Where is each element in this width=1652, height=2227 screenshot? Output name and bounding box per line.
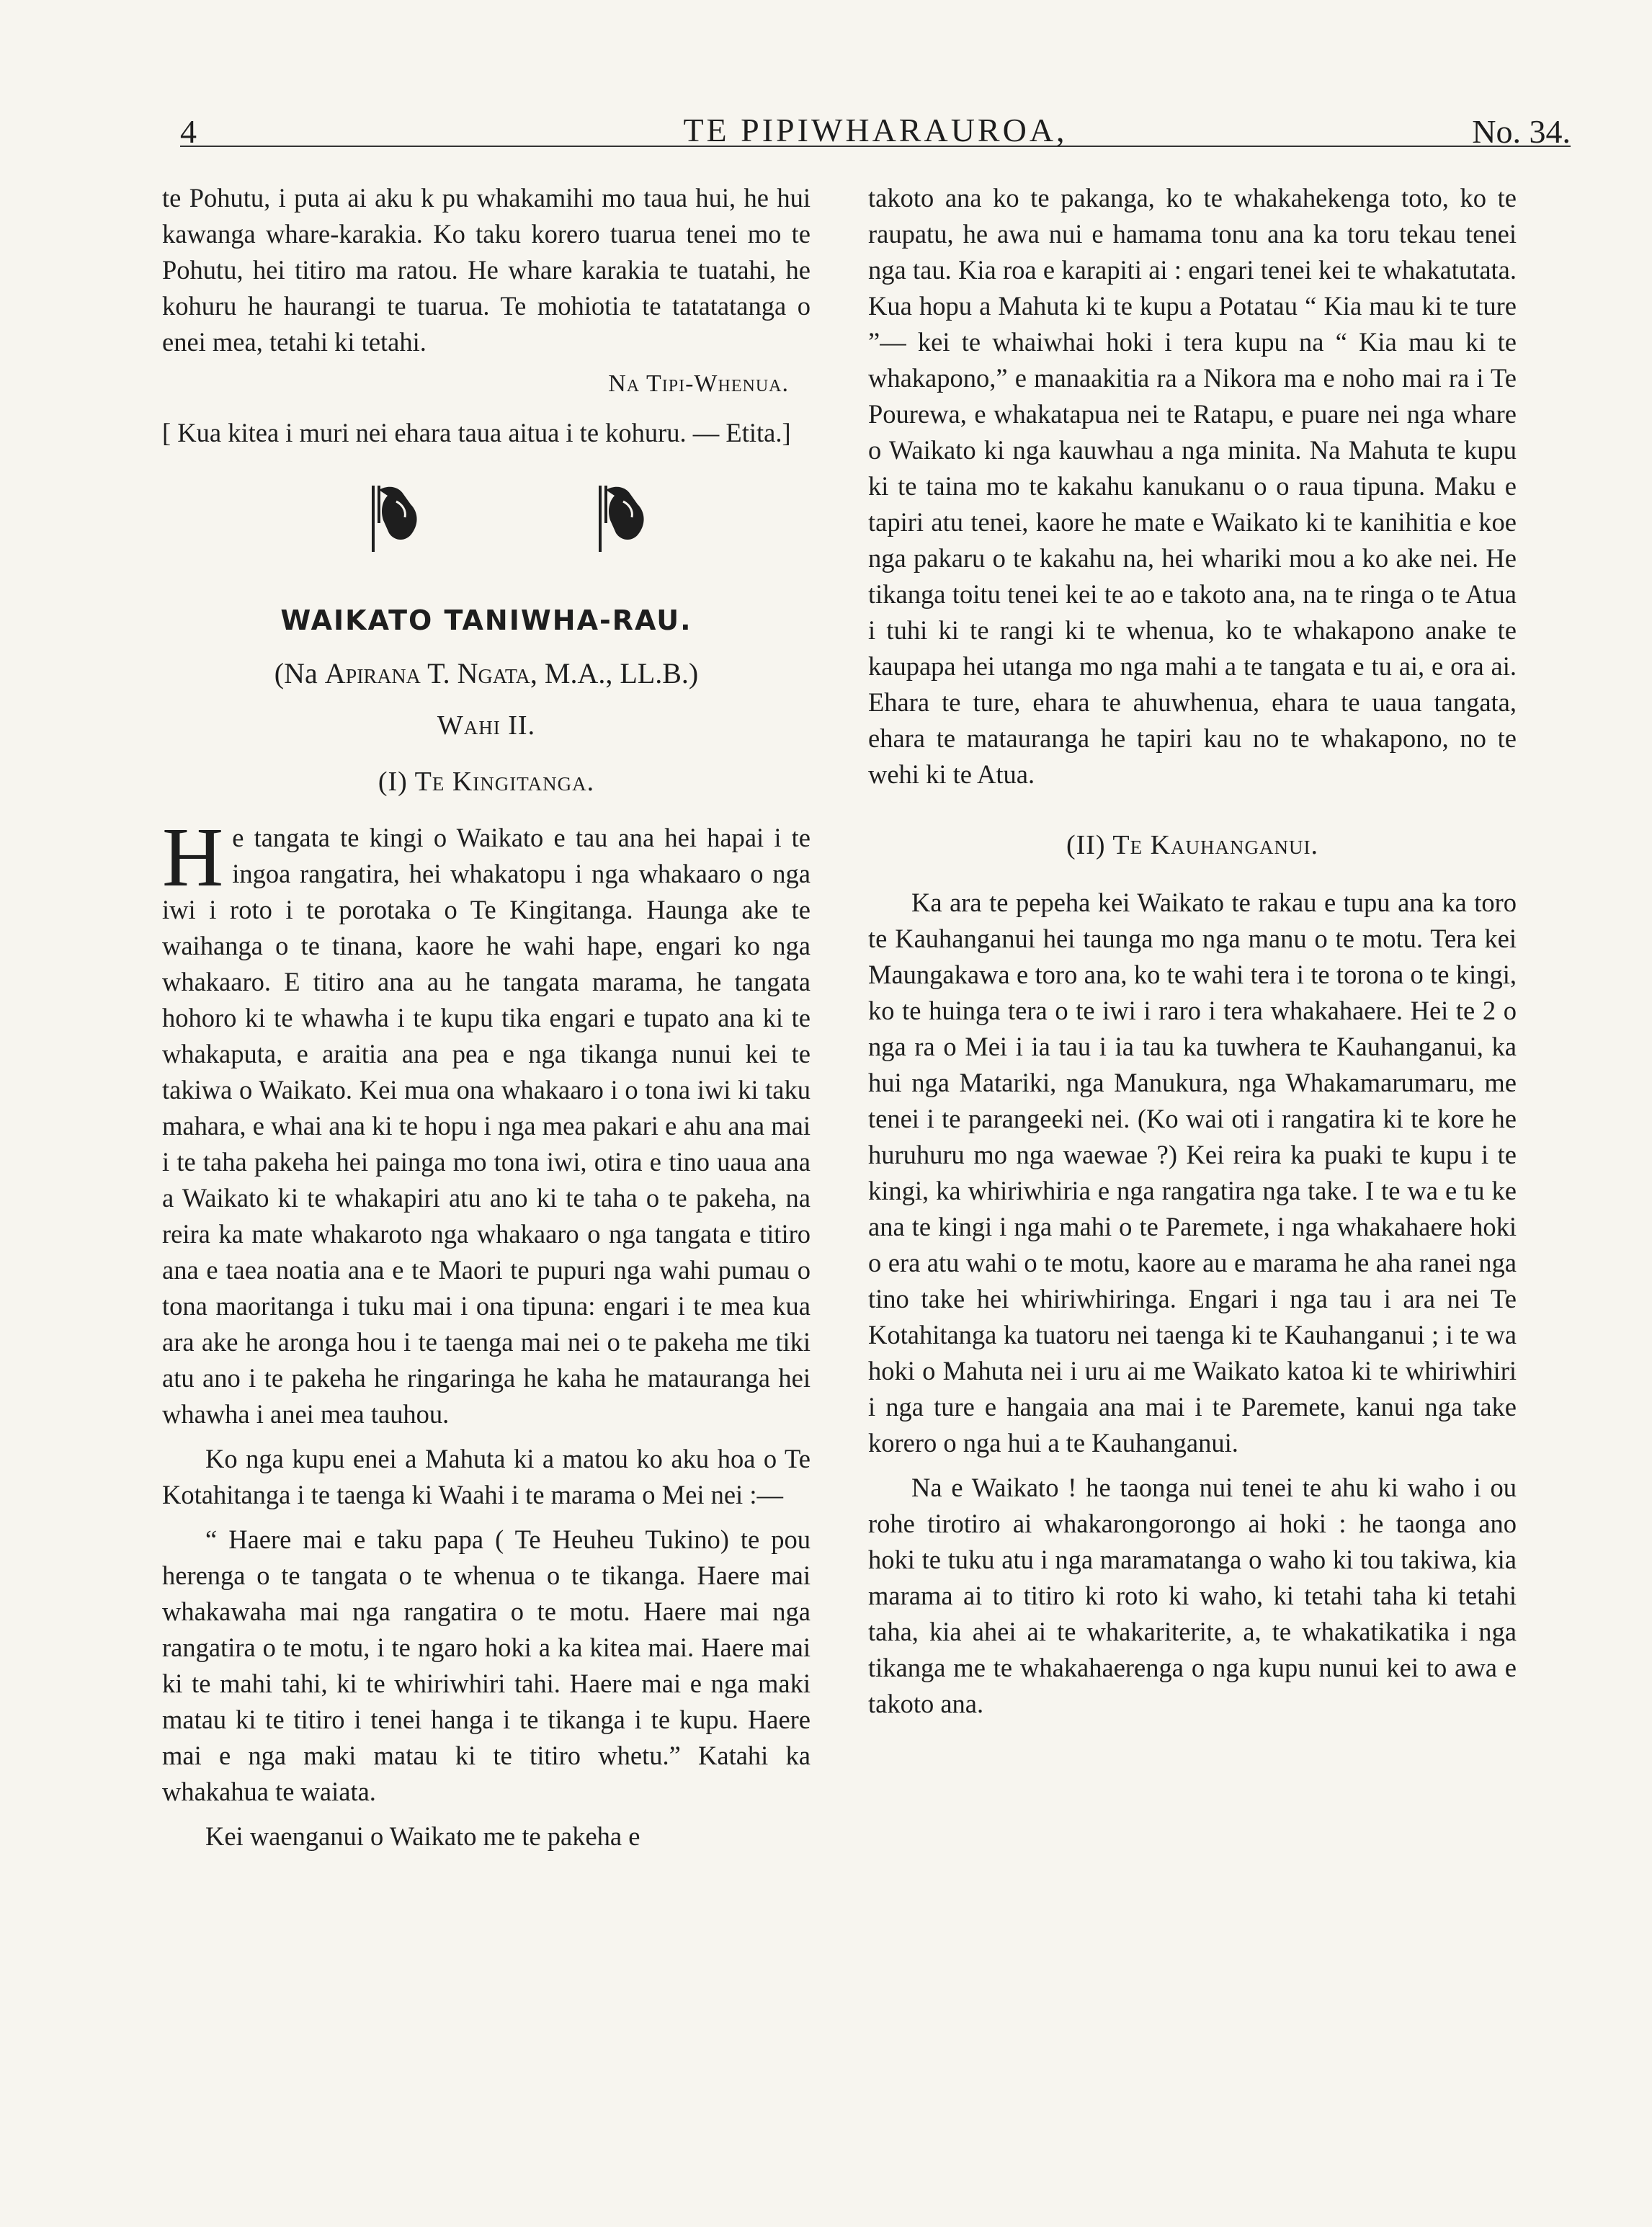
paragraph: Ka ara te pepeha kei Waikato te rakau e tupu ana ka toro te Kauhanganui hei taunga mo nga manu o te motu. Tera kei Maungakawa e toro ana, ko te wahi tera i te torona o te kingi, ko te huinga tera o te iwi i raro i tera whakahaere. Hei te 2 o nga ra o Mei i ia tau i ia tau ka tuwhera te Kauhanganui, ka hui nga Matariki, nga Manukura, nga Whakamarumaru, me tenei i te parangeeki nei. (Ko wai oti i rangatira ki te kore he huruhuru mo nga waewae ?) Kei reira ka puaki te kupu i te kingi, ka whiriwhiria e nga rangatira nga take. I te wa e tu ke ana te kingi i nga mahi o te Paremete, i nga whakahaere hoki o era atu wahi o te motu, kaore au e marama he aha ranei nga tino take hei whiriwhiringa. Engari i nga tau i ara nei Te Kotahitanga ka tuatoru nei taenga ki te Kauhanganui ; i te wa hoki o Mahuta nei i uru ai me Waikato katoa ki te whiriwhiri i nga ture e hangaia ana mai i te Paremete, kanui nga take korero o nga hui a te Kauhanganui. xyxy=(868,888,1517,1458)
paragraph: te Pohutu, i puta ai aku k pu whakamihi mo taua hui, he hui kawanga whare-karakia. Ko taku korero tuarua tenei mo te Pohutu, hei titiro ma ratou. He whare karakia te tuatahi, he kohuru he haurangi te tuarua. Te mohiotia te tatatatanga o enei mea, tetahi ki tetahi. xyxy=(162,183,811,357)
pointing-hand-icon xyxy=(367,480,425,559)
ornament-row xyxy=(162,480,811,574)
issue-number: No. 34. xyxy=(1472,113,1571,150)
publication-title: TE PIPIWHARAUROA, xyxy=(683,112,1068,148)
byline xyxy=(162,656,811,692)
editor-note: [ Kua kitea i muri nei ehara taua aitua i te kohuru. — Etita.] xyxy=(162,418,791,447)
right-column xyxy=(868,180,1517,1722)
byline-author: Apirana T. Ngata xyxy=(324,657,530,689)
paragraph: Kei waenganui o Waikato me te pakeha e xyxy=(205,1821,640,1851)
paragraph: takoto ana ko te pakanga, ko te whakahekenga toto, ko te raupatu, he awa nui e hamama tonu ana ka toru tekau tenei nga tau. Kia roa e karapiti ai : engari tenei kei te whakatutata. Kua hopu a Mahuta ki te kupu a Potatau “ Kia mau ki te ture ”— kei te whaiwhai hoki i tera kupu na “ Kia mau ki te whakapono,” e manaakitia ra a Nikora ma e noho mai ra i Te Pourewa, e whakatapua nei te Ratapu, e puare nei nga whare o Waikato ki nga kauwhau a nga minita. Na Mahuta te kupu ki te taina mo te kakahu kanukanu o o raua tipuna. Maku e tapiri atu tenei, kaore he mate e Waikato ki te kanihitia e koe nga pakaru o te kakahu na, hei whariki mou a ko ake nei. He tikanga toitu tenei kei te ao e takoto ana, na te ringa o te Atua i tuhi ki te rangi ki te whenua, ko te whakapono anake te kaupapa hei utanga mo nga mahi a te tangata e tu ai, e ora ai. Ehara te ture, ehara te ahuwhenua, ehara te uaua tangata, ehara te matauranga he tapiri kau no te whakapono, no te wehi ki te Atua. xyxy=(868,183,1517,789)
pointing-hand-icon xyxy=(594,480,652,559)
page-header xyxy=(180,108,1571,159)
paragraph: He tangata te kingi o Waikato e tau ana hei hapai i te ingoa rangatira, hei whakatopu i nga whakaaro o nga iwi i roto i te porotaka o Te Kingitanga. Haunga ake te waihanga o te tinana, kaore he wahi hape, engari ko nga whakaaro. E titiro ana au he tangata marama, he tangata hohoro ki te whawha i te kupu tika engari e tupato ana ki te whakaputa, e araitia ana pea e nga tikanga nunui kei te takiwa o Waikato. Kei mua ona whakaaro i o tona iwi ki taku mahara, e whai ana ki te hopu i nga mea pakari e ahu ana mai i te taha pakeha hei painga mo tona iwi, otira e tino uaua ana a Waikato ki te whakapiri atu ano ki te taha o te pakeha, na reira ka mate whakaroto nga whakaaro o nga tangata e titiro ana e taea noatia ana e te Maori te pupuri nga wahi pumau o tona maoritanga i tuku mai i ona tipuna: engari i te mea kua ara ake he aronga hou i te taenga mai nei o te pakeha me tiki atu ano i te pakeha he ringaringa he kaha he matauranga hei whawha i anei mea tauhou. xyxy=(162,810,811,1429)
signature: Na Tipi-Whenua. xyxy=(608,370,789,397)
header-rule xyxy=(180,146,1571,147)
paragraph: Ko nga kupu enei a Mahuta ki a matou ko aku hoa o Te Kotahitanga i te taenga ki Waahi i te marama o Mei nei :— xyxy=(162,1444,811,1509)
left-column xyxy=(162,180,811,1855)
byline-degrees: , M.A., LL.B.) xyxy=(530,657,699,689)
byline-open: (Na xyxy=(274,657,325,689)
page-number: 4 xyxy=(180,113,197,150)
article-title: WAIKATO TANIWHA-RAU. xyxy=(280,604,692,636)
section-heading: (I) Te Kingitanga. xyxy=(378,767,595,797)
section-heading: (II) Te Kauhanganui. xyxy=(1066,830,1319,860)
paragraph: “ Haere mai e taku papa ( Te Heuheu Tukino) te pou herenga o te tangata o te whenua o te tikanga. Haere mai whakawaha mai nga rangatira o te motu. Haere mai nga rangatira o te motu, i te ngaro hoki a ka kitea mai. Haere mai ki te mahi tahi, ki te whiriwhiri tahi. Haere mai e nga maki matau ki te titiro i tenei hanga i te tikanga i te kupu. Haere mai e nga maki matau ki te titiro whetu.” Katahi ka whakahua te waiata. xyxy=(162,1525,811,1806)
paragraph: Na e Waikato ! he taonga nui tenei te ahu ki waho i ou rohe tirotiro ai whakarongorongo ai hoki : he taonga ano hoki te tuku atu i nga maramatanga o waho ki tou takiwa, kia marama ai to titiro ki roto ki waho, ki tetahi taha ki tetahi taha, kia ahei ai te whakariterite, a, te whakatikatika i nga tikanga me te whakahaerenga o nga kupu nunui kei to awa e takoto ana. xyxy=(868,1473,1517,1718)
part-heading: Wahi II. xyxy=(437,710,536,741)
